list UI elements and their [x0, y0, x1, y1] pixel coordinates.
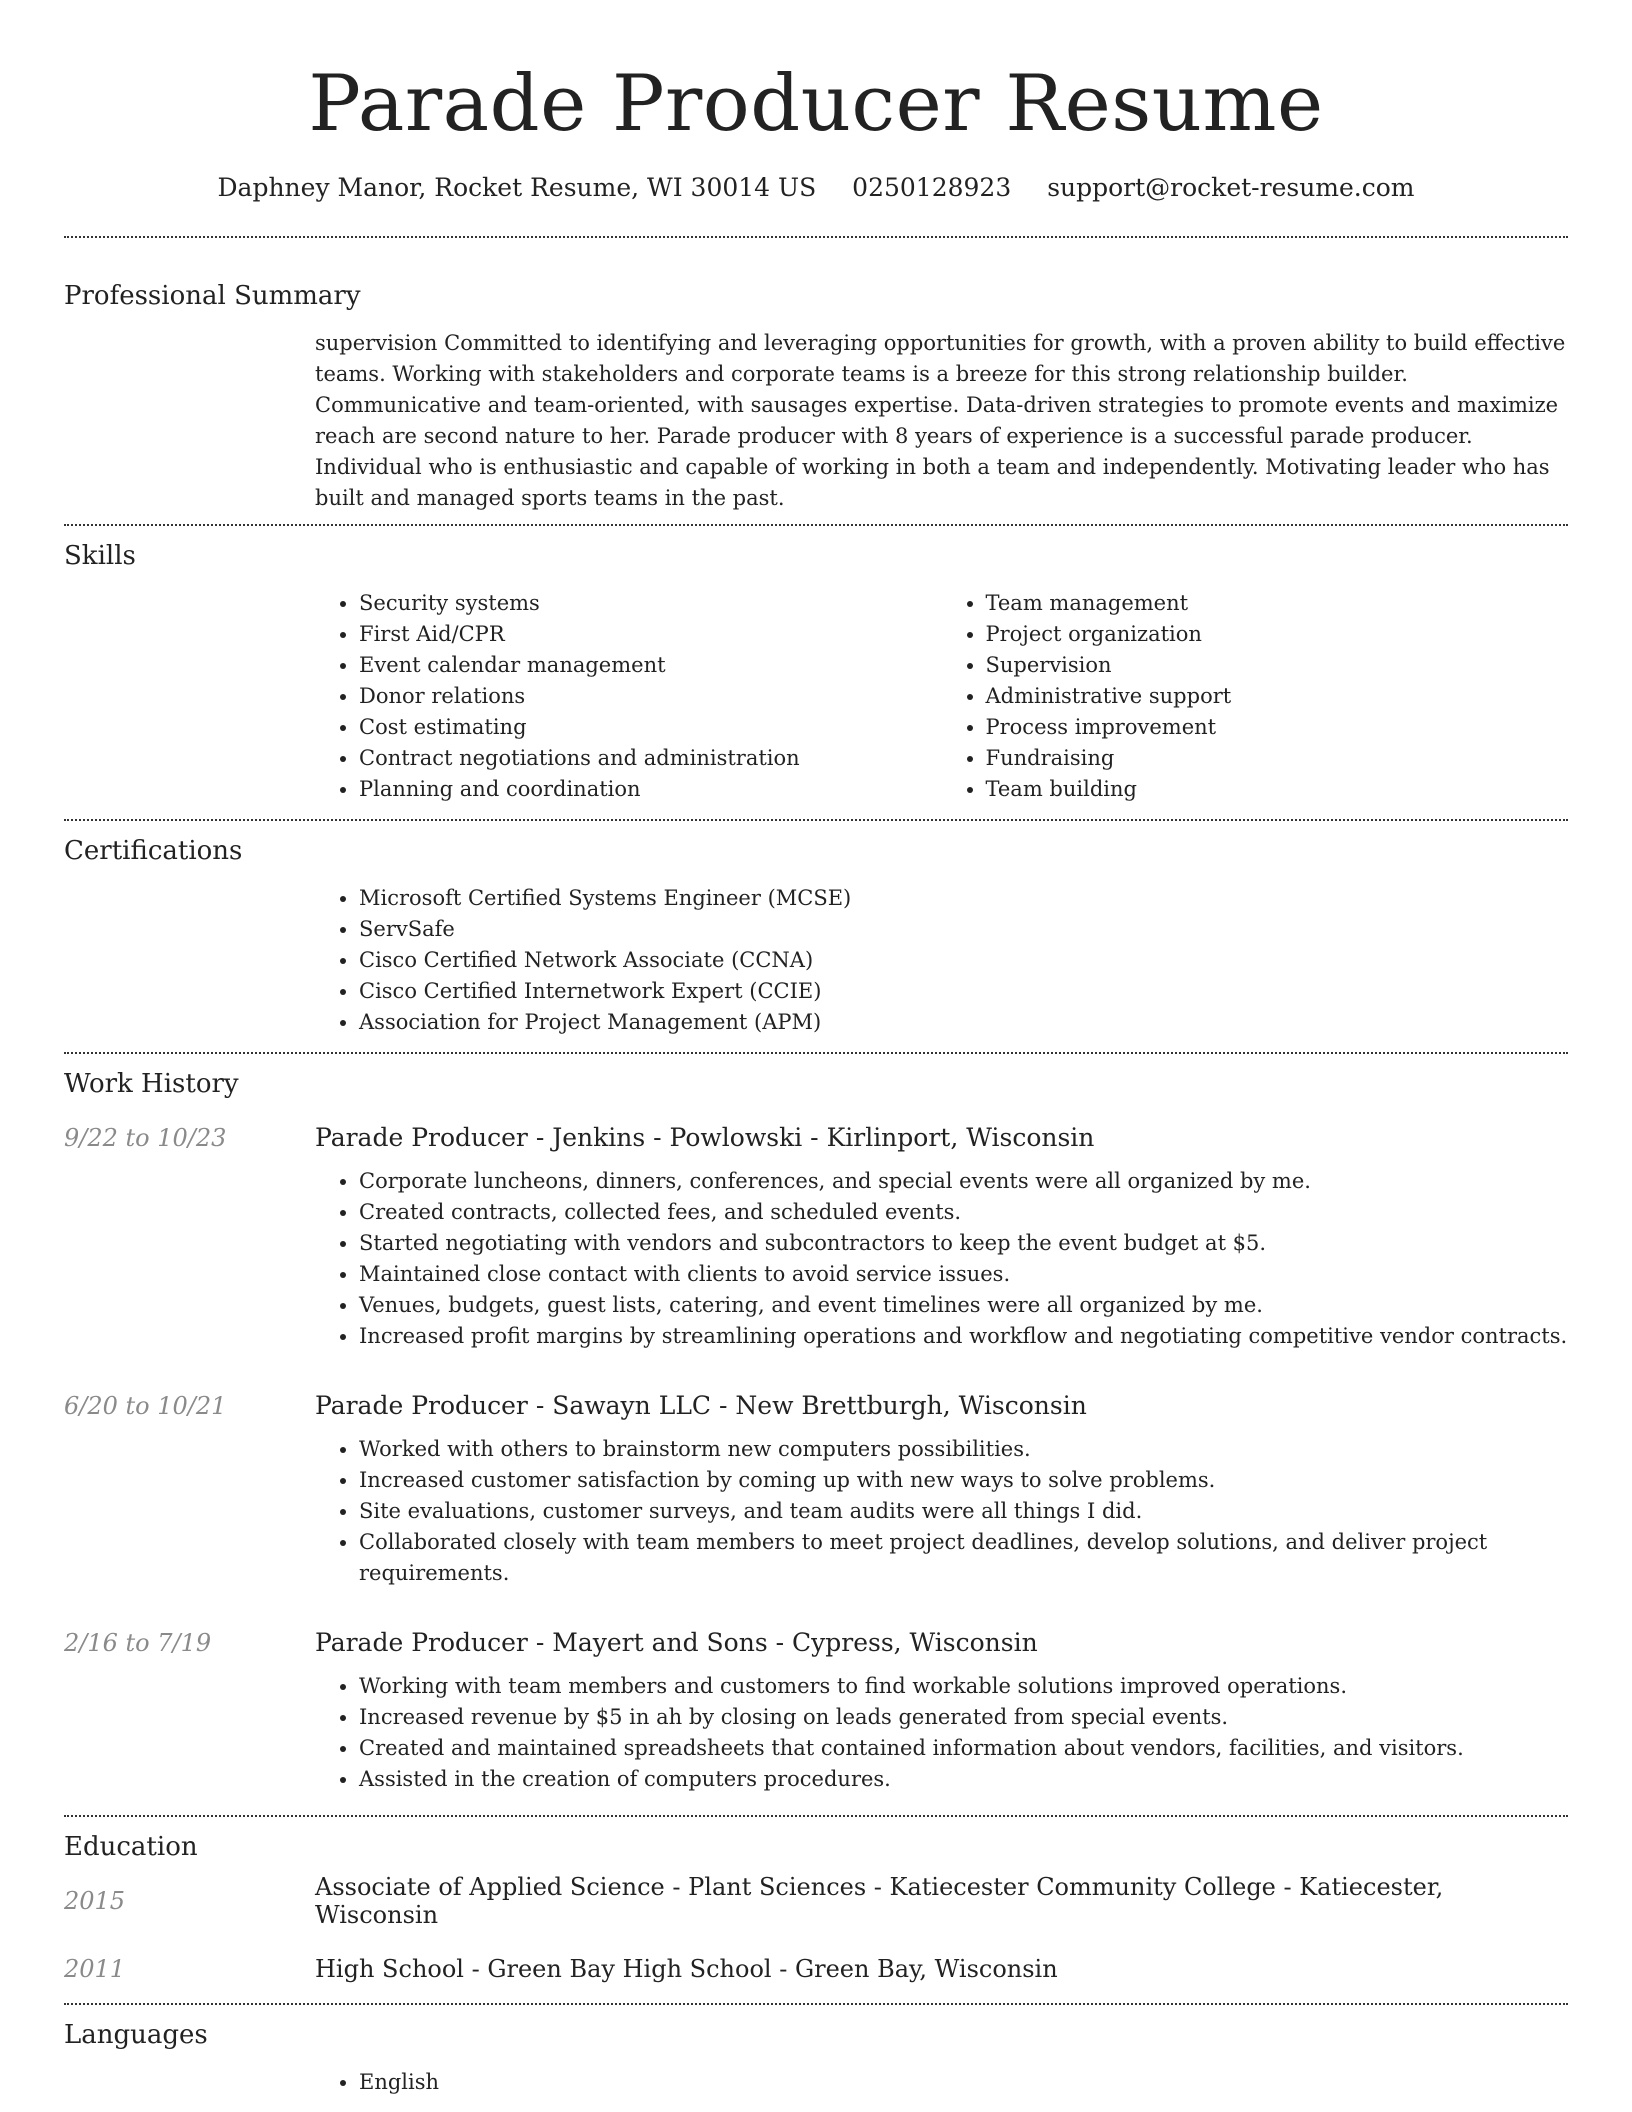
education-entry: [64, 1935, 1568, 2003]
job-entry: [64, 1623, 1568, 1815]
job-date: 9/22 to 10/23: [64, 1124, 227, 1152]
job-bullet: • Site evaluations, customer surveys, and team audits were all things I did.: [359, 1496, 1568, 1527]
job-bullet: • Increased revenue by $5 in ah by closing on leads generated from special events.: [359, 1702, 1568, 1733]
education-heading: Education: [64, 1832, 198, 1862]
skill-item: • Project organization: [986, 619, 1569, 650]
job-bullet: • Increased profit margins by streamlining operations and workflow and negotiating competitive vendor contracts.: [359, 1321, 1568, 1352]
certification-item: • ServSafe: [359, 914, 1568, 945]
job-bullet: • Worked with others to brainstorm new computers possibilities.: [359, 1434, 1568, 1465]
certification-item: • Cisco Certified Network Associate (CCNA): [359, 945, 1568, 976]
job-title: Parade Producer - Mayert and Sons - Cypress, Wisconsin: [315, 1628, 1038, 1657]
job-title: Parade Producer - Sawayn LLC - New Brettburgh, Wisconsin: [315, 1391, 1087, 1420]
languages-heading: Languages: [64, 2020, 208, 2050]
work-history-heading: Work History: [64, 1069, 239, 1099]
summary-section: [64, 238, 1568, 514]
job-entry: [64, 1386, 1568, 1609]
skill-item: • Event calendar management: [359, 650, 942, 681]
job-bullet: • Assisted in the creation of computers procedures.: [359, 1764, 1568, 1795]
certifications-heading: Certifications: [64, 836, 243, 866]
skill-item: • Donor relations: [359, 681, 942, 712]
job-bullets: [315, 1671, 1568, 1795]
certification-item: • Microsoft Certified Systems Engineer (MCSE): [359, 883, 1568, 914]
skills-list-left: [315, 588, 942, 805]
job-bullet: • Started negotiating with vendors and subcontractors to keep the event budget at $5.: [359, 1228, 1568, 1259]
skill-item: • Team building: [986, 774, 1569, 805]
certifications-list: [315, 883, 1568, 1038]
education-entry: [64, 1867, 1568, 1935]
skill-item: • Administrative support: [986, 681, 1569, 712]
skills-list-right: [942, 588, 1569, 805]
skill-item: • Supervision: [986, 650, 1569, 681]
certification-item: • Association for Project Management (APM): [359, 1007, 1568, 1038]
job-bullets: [315, 1166, 1568, 1352]
certification-item: • Cisco Certified Internetwork Expert (CCIE): [359, 976, 1568, 1007]
education-title: Associate of Applied Science - Plant Sciences - Katiecester Community College - Katiecester, Wisconsin: [315, 1873, 1444, 1929]
contact-email: support@rocket-resume.com: [1047, 173, 1415, 202]
page-title: Parade Producer Resume: [308, 59, 1324, 149]
contact-address: Daphney Manor, Rocket Resume, WI 30014 US: [217, 173, 817, 202]
job-bullet: • Created contracts, collected fees, and scheduled events.: [359, 1197, 1568, 1228]
job-bullet: • Increased customer satisfaction by coming up with new ways to solve problems.: [359, 1465, 1568, 1496]
job-bullets: [315, 1434, 1568, 1589]
skill-item: • Fundraising: [986, 743, 1569, 774]
summary-text: supervision Committed to identifying and leveraging opportunities for growth, with a proven ability to build effective teams. Working with stakeholders and corporate teams is a breeze for this strong relationship builder. Communicative and team-oriented, with sausages expertise. Data-driven strategies to promote events and maximize reach are second nature to her. Parade producer with 8 years of experience is a successful parade producer. Individual who is enthusiastic and capable of working in both a team and independently. Motivating leader who has built and managed sports teams in the past.: [315, 331, 1566, 510]
education-date: 2011: [64, 1955, 126, 1983]
skills-heading: Skills: [64, 541, 136, 571]
resume-page: [64, 0, 1568, 2112]
skill-item: • Planning and coordination: [359, 774, 942, 805]
job-bullet: • Corporate luncheons, dinners, conferences, and special events were all organized by me.: [359, 1166, 1568, 1197]
job-date: 6/20 to 10/21: [64, 1392, 227, 1420]
job-bullet: • Maintained close contact with clients to avoid service issues.: [359, 1259, 1568, 1290]
summary-heading: Professional Summary: [64, 281, 361, 311]
job-bullet: • Created and maintained spreadsheets that contained information about vendors, facilities, and visitors.: [359, 1733, 1568, 1764]
contact-line: [64, 168, 1568, 208]
job-bullet: • Venues, budgets, guest lists, catering, and event timelines were all organized by me.: [359, 1290, 1568, 1321]
skill-item: • Team management: [986, 588, 1569, 619]
languages-list: [315, 2067, 1568, 2098]
job-bullet: • Collaborated closely with team members to meet project deadlines, develop solutions, and deliver project requirements.: [359, 1527, 1568, 1589]
skills-section: [64, 526, 1568, 819]
skill-item: • Cost estimating: [359, 712, 942, 743]
job-entry: [64, 1118, 1568, 1372]
skill-item: • Security systems: [359, 588, 942, 619]
education-date: 2015: [64, 1887, 126, 1915]
education-section: [64, 1817, 1568, 2003]
job-title: Parade Producer - Jenkins - Powlowski - Kirlinport, Wisconsin: [315, 1123, 1095, 1152]
languages-section: [64, 2005, 1568, 2098]
skill-item: • Contract negotiations and administration: [359, 743, 942, 774]
certifications-section: [64, 821, 1568, 1038]
skill-item: • First Aid/CPR: [359, 619, 942, 650]
job-date: 2/16 to 7/19: [64, 1629, 212, 1657]
language-item: • English: [359, 2067, 1568, 2098]
skill-item: • Process improvement: [986, 712, 1569, 743]
work-history-section: [64, 1054, 1568, 1815]
contact-phone: 0250128923: [852, 173, 1012, 202]
job-bullet: • Working with team members and customers to find workable solutions improved operations.: [359, 1671, 1568, 1702]
education-title: High School - Green Bay High School - Green Bay, Wisconsin: [315, 1955, 1058, 1983]
